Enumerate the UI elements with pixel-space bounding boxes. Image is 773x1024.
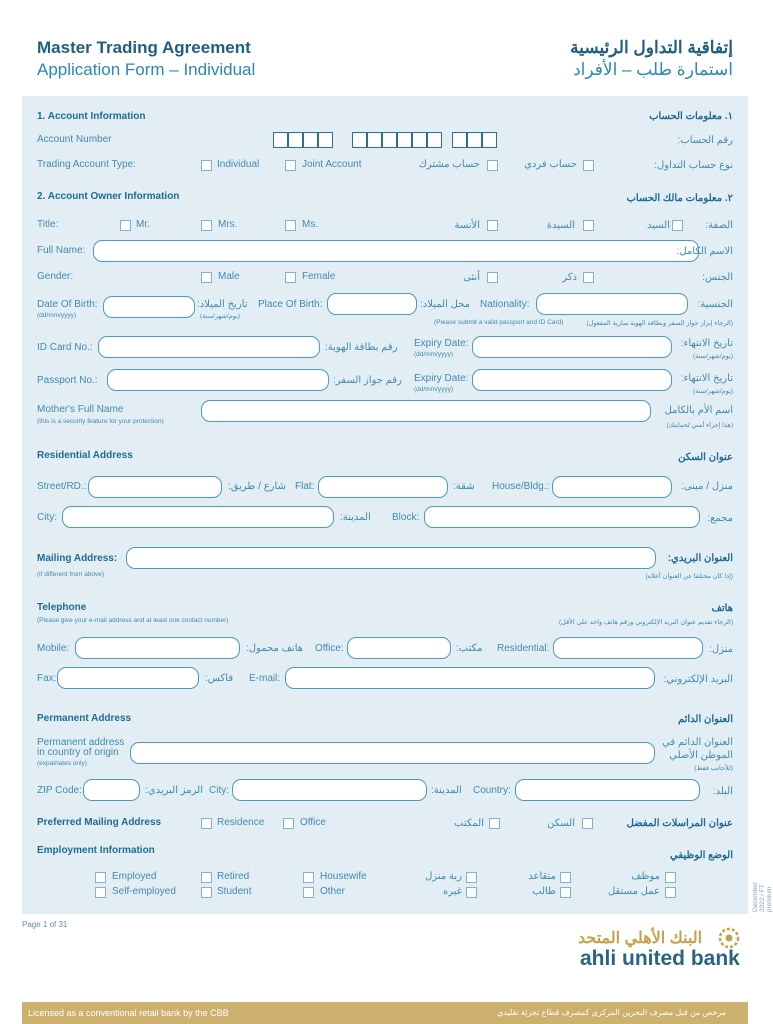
account-digit-box[interactable] [352,132,367,148]
street-label-ar: شارع / طريق: [228,481,286,492]
joint-account-checkbox[interactable] [285,160,296,171]
joint-account-label: Joint Account [302,159,362,170]
ms-checkbox[interactable] [285,220,296,231]
flat-label-ar: شقة: [453,481,475,492]
id-card-label: ID Card No.: [37,342,93,353]
miss-checkbox-ar[interactable] [487,220,498,231]
form-subtitle: Application Form – Individual [37,60,256,79]
residential-phone-label-ar: منزل: [709,644,733,655]
zip-label: ZIP Code: [37,785,82,796]
retired-checkbox-ar[interactable] [560,872,571,883]
account-digit-box[interactable] [273,132,288,148]
id-expiry-label-ar: تاريخ الانتهاء: [680,338,733,349]
flat-label: Flat: [295,481,315,492]
mrs-label-ar: السيدة [546,220,575,231]
housewife-checkbox[interactable] [303,872,314,883]
bank-name: ahli united bank [580,947,740,970]
block-label-ar: مجمع: [707,513,733,524]
preferred-office-label-ar: المكتب [454,818,484,829]
gender-label: Gender: [37,271,74,282]
retired-label: Retired [217,871,250,882]
account-digit-box[interactable] [367,132,382,148]
email-label: E-mail: [249,673,281,684]
zip-field[interactable] [83,779,140,801]
employed-label: Employed [112,871,157,882]
preferred-mailing-heading: Preferred Mailing Address [37,817,162,828]
permanent-address-note: (expatriates only) [37,760,87,767]
office-phone-label-ar: مكتب: [456,643,483,654]
form-subtitle-ar: استمارة طلب – الأفراد [573,60,733,79]
female-label: Female [302,271,336,282]
form-title-ar: إتفاقية التداول الرئيسية [570,38,733,57]
preferred-residence-checkbox-ar[interactable] [582,818,593,829]
self-employed-label: Self-employed [112,886,176,897]
account-number-label: Account Number [37,134,112,145]
permanent-city-label-ar: المدينة: [431,785,462,796]
mailing-address-field[interactable] [126,547,656,569]
mr-label: Mr. [136,219,150,230]
nationality-label-ar: الجنسية: [697,299,733,310]
mobile-label: Mobile: [37,643,70,654]
permanent-city-label: City: [209,785,229,796]
housewife-label-ar: ربة منزل [425,871,462,882]
individual-label: Individual [217,159,260,170]
id-expiry-field[interactable] [472,336,672,358]
other-label: Other [320,886,346,897]
account-digit-box[interactable] [412,132,427,148]
mother-name-label: Mother's Full Name [37,404,124,415]
nationality-note-ar: (الرجاء إبراز جواز السفر وبطاقة الهوية سارية المفعول) [586,320,733,327]
male-label-ar: ذكر [562,272,577,283]
fax-label: Fax: [37,673,57,684]
housewife-label: Housewife [320,871,367,882]
telephone-heading-ar: هاتف [711,603,733,614]
id-expiry-format: (dd/mm/yyyy) [414,351,453,358]
country-label-ar: البلد: [712,786,733,797]
preferred-residence-label-ar: السكن [547,818,575,829]
footer-bar [22,1002,748,1024]
city-field[interactable] [62,506,334,528]
individual-checkbox-ar[interactable] [583,160,594,171]
dob-format-ar: (يوم/شهر/سنة) [200,313,241,320]
footer-license-text: Licensed as a conventional retail bank by the CBB [28,1008,229,1018]
account-digit-box[interactable] [452,132,467,148]
owner-info-heading-ar: ٢. معلومات مالك الحساب [626,193,733,204]
dob-field[interactable] [103,296,195,318]
preferred-office-checkbox[interactable] [283,818,294,829]
retired-checkbox[interactable] [201,872,212,883]
account-digit-box[interactable] [482,132,497,148]
residential-phone-label: Residential: [497,643,550,654]
block-label: Block: [392,512,420,523]
id-card-field[interactable] [98,336,320,358]
form-title: Master Trading Agreement [37,38,251,57]
city-label-ar: المدينة: [340,512,371,523]
zip-label-ar: الرمز البريدي: [145,785,203,796]
employment-heading-ar: الوضع الوظيفي [670,850,733,861]
retired-label-ar: متقاعد [528,871,556,882]
joint-account-checkbox-ar[interactable] [487,160,498,171]
email-field[interactable] [285,667,655,689]
mr-checkbox-ar[interactable] [672,220,683,231]
student-label: Student [217,886,252,897]
account-digit-box[interactable] [397,132,412,148]
mrs-checkbox-ar[interactable] [583,220,594,231]
account-info-heading: 1. Account Information [37,111,146,122]
self-employed-checkbox[interactable] [95,887,106,898]
office-phone-label: Office: [315,643,344,654]
residential-phone-field[interactable] [553,637,703,659]
employed-checkbox[interactable] [95,872,106,883]
id-expiry-format-ar: (يوم/شهر/سنة) [692,353,733,360]
other-checkbox-ar[interactable] [466,887,477,898]
dob-format: (dd/mm/yyyy) [37,312,76,319]
preferred-residence-label: Residence [217,817,265,828]
mrs-label: Mrs. [218,219,238,230]
female-checkbox[interactable] [285,272,296,283]
preferred-mailing-heading-ar: عنوان المراسلات المفضل [626,818,733,829]
mother-name-label-ar: اسم الأم بالكامل [664,405,733,416]
pob-label: Place Of Birth: [258,299,323,310]
passport-expiry-format-ar: (يوم/شهر/سنة) [692,388,733,395]
preferred-office-checkbox-ar[interactable] [489,818,500,829]
male-checkbox[interactable] [201,272,212,283]
passport-expiry-label: Expiry Date: [414,373,469,384]
permanent-address-label-1: Permanent address [37,737,125,748]
city-label: City: [37,512,57,523]
mother-name-note-ar: (هذا إجراء أمني لحمايتك) [666,422,733,429]
telephone-note-ar: (الرجاء تقديم عنوان البريد الإلكتروني ورقم هاتف واحد على الأقل) [558,619,733,626]
trading-type-label: Trading Account Type: [37,159,136,170]
nationality-label: Nationality: [480,299,530,310]
account-digit-box[interactable] [303,132,318,148]
mobile-label-ar: هاتف محمول: [246,643,304,654]
nationality-field[interactable] [536,293,688,315]
nationality-note: (Please submit a valid passport and ID Card) [434,319,564,326]
preferred-residence-checkbox[interactable] [201,818,212,829]
title-label: Title: [37,219,59,230]
student-label-ar: طالب [532,886,556,897]
joint-account-label-ar: حساب مشترك [418,159,480,170]
account-digit-box[interactable] [288,132,303,148]
telephone-note: (Please give your e-mail address and at least one contact number) [37,617,229,624]
fax-field[interactable] [57,667,199,689]
id-expiry-label: Expiry Date: [414,338,469,349]
page-number: Page 1 of 31 [22,920,68,929]
bank-emblem-icon [715,927,743,949]
residential-heading: Residential Address [37,450,133,461]
male-checkbox-ar[interactable] [583,272,594,283]
mr-label-ar: السيد [646,220,670,231]
account-digit-box[interactable] [382,132,397,148]
employed-checkbox-ar[interactable] [665,872,676,883]
permanent-address-field[interactable] [130,742,655,764]
footer-license-text-ar: مرخص من قبل مصرف البحرين المركزي كمصرف قطاع تجزئة تقليدي [497,1008,726,1017]
student-checkbox-ar[interactable] [560,887,571,898]
pob-field[interactable] [327,293,417,315]
ms-label: Ms. [302,219,319,230]
street-label: Street/RD.: [37,481,87,492]
permanent-city-field[interactable] [232,779,427,801]
passport-expiry-field[interactable] [472,369,672,391]
dob-label: Date Of Birth: [37,299,98,310]
residential-heading-ar: عنوان السكن [678,452,733,463]
passport-field[interactable] [107,369,329,391]
telephone-heading: Telephone [37,602,87,613]
passport-expiry-label-ar: تاريخ الانتهاء: [680,373,733,384]
pob-label-ar: محل الميلاد: [420,299,470,310]
male-label: Male [218,271,240,282]
permanent-address-label-ar-1: العنوان الدائم في [662,737,733,748]
other-checkbox[interactable] [303,887,314,898]
account-info-heading-ar: ١. معلومات الحساب [649,111,733,122]
female-checkbox-ar[interactable] [487,272,498,283]
self-employed-checkbox-ar[interactable] [665,887,676,898]
permanent-address-label-ar-2: الموطن الأصلي [669,750,733,761]
preferred-office-label: Office [300,817,326,828]
country-field[interactable] [515,779,700,801]
house-label-ar: منزل / مبنى: [681,481,733,492]
passport-expiry-format: (dd/mm/yyyy) [414,386,453,393]
full-name-label-ar: الاسم الكامل: [676,246,733,257]
account-digit-box[interactable] [318,132,333,148]
passport-label: Passport No.: [37,375,98,386]
mr-checkbox[interactable] [120,220,131,231]
account-digit-box[interactable] [467,132,482,148]
mother-name-field[interactable] [201,400,651,422]
email-label-ar: البريد الإلكتروني: [663,674,733,685]
bank-name-ar: البنك الأهلي المتحد [578,930,703,947]
full-name-label: Full Name: [37,245,86,256]
flat-field[interactable] [318,476,448,498]
mrs-checkbox[interactable] [201,220,212,231]
miss-label-ar: الأنسة [454,220,480,231]
house-label: House/Bldg.: [492,481,550,492]
female-label-ar: أنثى [463,272,480,283]
individual-checkbox[interactable] [201,160,212,171]
self-employed-label-ar: عمل مستقل [607,886,660,897]
version-note: December 2022 / FT premium [752,882,773,912]
mailing-heading: Mailing Address: [37,553,118,564]
other-label-ar: غيره [442,886,462,897]
individual-label-ar: حساب فردي [524,159,577,170]
street-field[interactable] [88,476,222,498]
trading-type-label-ar: نوع حساب التداول: [654,160,733,171]
passport-label-ar: رقم جواز السفر: [333,375,402,386]
id-card-label-ar: رقم بطاقة الهوية: [325,342,398,353]
owner-info-heading: 2. Account Owner Information [37,191,180,202]
permanent-address-note-ar: (للأجانب فقط) [694,765,733,772]
housewife-checkbox-ar[interactable] [466,872,477,883]
title-label-ar: الصفة: [705,220,733,231]
permanent-address-label-2: in country of origin [37,747,119,758]
mailing-note: (if different from above) [37,571,105,578]
block-field[interactable] [424,506,700,528]
gender-label-ar: الجنس: [702,272,733,283]
mother-name-note: (this is a security feature for your protection) [37,418,164,425]
country-label: Country: [473,785,511,796]
house-field[interactable] [552,476,672,498]
fax-label-ar: فاكس: [205,673,234,684]
employed-label-ar: موظف [631,871,660,882]
mailing-note-ar: (إذا كان مختلفا عن العنوان أعلاه) [645,573,733,580]
account-digit-box[interactable] [427,132,442,148]
permanent-heading: Permanent Address [37,713,132,724]
employment-heading: Employment Information [37,845,155,856]
dob-label-ar: تاريخ الميلاد: [197,299,248,310]
account-number-label-ar: رقم الحساب: [677,135,733,146]
mailing-heading-ar: العنوان البريدي: [667,553,733,564]
mobile-field[interactable] [75,637,240,659]
full-name-field[interactable] [93,240,699,262]
permanent-heading-ar: العنوان الدائم [677,714,733,725]
student-checkbox[interactable] [201,887,212,898]
office-phone-field[interactable] [347,637,451,659]
